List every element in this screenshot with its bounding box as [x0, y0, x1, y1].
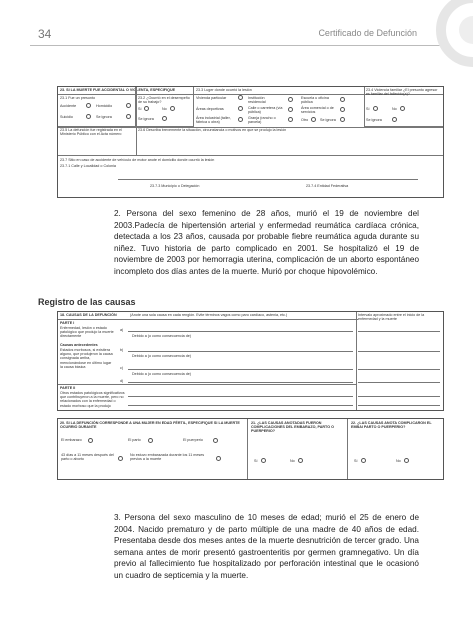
opt-homicidio: Homicidio	[96, 104, 113, 108]
radio-no-4[interactable]	[400, 106, 405, 111]
radio-embarazo[interactable]	[88, 438, 93, 443]
radio-calle[interactable]	[288, 107, 293, 112]
radio-escuela[interactable]	[340, 97, 345, 102]
line-a[interactable]	[128, 331, 353, 332]
line-b[interactable]	[128, 351, 353, 352]
row-a: a)	[120, 328, 124, 332]
radio-vivienda[interactable]	[238, 95, 243, 100]
opt-accidente: Accidente	[60, 104, 77, 108]
opt-no-embarazada: No estuvo embarazada durante los 11 meses previos a la muerte	[130, 453, 205, 462]
corner-decoration	[427, 0, 473, 80]
debido-a-3: Debido a (o como consecuencia de)	[132, 372, 192, 376]
q22: 22. ¿LAS CAUSAS ANOTA COMPLICARON EL EMBAI PARTO O PUERPERIO?	[351, 421, 432, 430]
radio-accidente[interactable]	[86, 103, 91, 108]
radio-parto[interactable]	[148, 438, 153, 443]
radio-se-ignora-2[interactable]	[162, 116, 167, 121]
opt-no-4: No	[392, 107, 397, 111]
q23-3: 23.3 Luger donde ocurrió la lesión	[196, 88, 252, 92]
q22-si: Sí	[354, 459, 358, 463]
lugar-calle: Calle o carretera (vía pública)	[248, 106, 283, 115]
radio-suicidio[interactable]	[86, 114, 91, 119]
radio-43-dias[interactable]	[118, 456, 123, 461]
radio-areas[interactable]	[238, 106, 243, 111]
case-3-text: 3. Persona del sexo masculino de 10 meses de edad; murió el 25 de enero de 2004. Nacido prematuro y de parto múltiple de una madre de 40 años de edad. Presentaba desde dos meses antes de la muerte desnutrición de tercer grado. Una semana antes de morir presentó gastroenteritis por germen gramnegativo. Un día previo al fallecimiento fue hospitalizado por perforación intestinal que le ocasionó un cuadro de septicemia y la muerte.	[114, 513, 419, 580]
radio-industrial[interactable]	[238, 117, 243, 122]
radio-no[interactable]	[170, 106, 175, 111]
lugar-se-ignora: Se ignora	[320, 118, 336, 122]
lugar-escuela: Escuela u oficina pública	[301, 96, 329, 105]
lugar-vivienda: Vivienda particular	[196, 96, 227, 100]
q23-7-3: 23.7.3 Municipio o Delegación	[150, 184, 200, 188]
radio-q21-no[interactable]	[298, 458, 303, 463]
row-c: c)	[120, 366, 124, 370]
causas-antecedentes: Causas antecedentes	[60, 343, 98, 347]
radio-si[interactable]	[144, 106, 149, 111]
parte-1: PARTE I	[60, 321, 75, 325]
case-2-text: 2. Persona del sexo femenino de 28 años, murió el 19 de noviembre del 2003.Padecía de hipertensión arterial y enfermedad reumática cardíaca crónica, detectada a los 23 años, causada por probable fiebre reumática aguda durante su niñez. Tuvo historia de parto complicado en 2001. Se hospitalizó el 19 de noviembre de 2003 por hemorragia uterina, complicación de un aborto espontáneo incompleto dos días antes de la muerte. Murió por choque hipovolémico.	[114, 209, 419, 276]
row-b: b)	[120, 348, 124, 352]
parte-2: PARTE II	[60, 386, 76, 390]
radio-q21-si[interactable]	[261, 458, 266, 463]
radio-no-embarazada[interactable]	[216, 456, 221, 461]
radio-si-4[interactable]	[373, 106, 378, 111]
q21-no: No	[290, 459, 295, 463]
opt-se-ignora-2: Se ignora	[138, 117, 154, 121]
opt-embarazo: El embarazo	[61, 438, 82, 442]
lugar-institucion: Institución residencial	[248, 96, 266, 105]
interval-label: Intervalo aproximado entre el inicio de la enfermedad y la muerte	[358, 313, 425, 322]
radio-lugar-se-ignora[interactable]	[340, 117, 345, 122]
parte-2-desc: Otros estados patológicos significativos que contribuyeron a la muerte, pero no relacionados con la enfermedad o estado morboso que la produjo	[60, 391, 125, 408]
opt-parto: El parto	[128, 438, 141, 442]
header-rule	[30, 45, 443, 46]
parte-1-desc: Enfermedad, lesión o estado patológico que produjo la muerte directamente	[60, 326, 114, 339]
lugar-comercial: Área comercial o de servicios	[301, 106, 334, 115]
q22-no: No	[396, 459, 401, 463]
opt-si-4: Sí	[366, 107, 370, 111]
radio-q22-si[interactable]	[361, 458, 366, 463]
opt-puerperio: El puerperio	[183, 438, 203, 442]
radio-puerperio[interactable]	[213, 438, 218, 443]
line-c[interactable]	[128, 369, 353, 370]
line-parte-2b[interactable]	[128, 405, 353, 406]
radio-granja[interactable]	[288, 117, 293, 122]
form-accident-section	[57, 86, 444, 198]
running-title: Certificado de Defunción	[318, 28, 417, 38]
q23-7-4: 23.7.4 Entidad Federativa	[306, 184, 349, 188]
row-d: d)	[120, 379, 124, 383]
form-maternal-section	[57, 418, 444, 480]
radio-q22-no[interactable]	[404, 458, 409, 463]
col23-title: 23. SI LA MUERTE FUE ACCIDENTAL O VIOLENTA, ESPECIFIQUE	[60, 88, 176, 92]
opt-43-dias: 43 días a 11 meses después del parto o aborto	[61, 453, 114, 462]
q23-7: 23.7 Sitio en caso de accidente de vehículo de motor anote el domicilio donde ocurrió la lesión	[60, 158, 215, 162]
q23-1: 23.1 Fue un presunto	[60, 96, 96, 100]
q21: 21. ¿LAS CAUSAS ANOTADAS FUERON COMPLICACIONES DEL EMBARAZO, PARTO O PUERPERIO?	[251, 421, 334, 434]
q23-5: 23.5 La defunción fue registrada en el Ministerio Público con el Acta número	[60, 128, 122, 137]
opt-suicidio: Suicidio	[60, 115, 73, 119]
q21-si: Sí	[254, 459, 258, 463]
section-title: Registro de las causas	[38, 297, 136, 307]
q23-7-1: 23.7.1 Calle y Localidad o Colonia	[60, 164, 116, 168]
radio-institucion[interactable]	[288, 97, 293, 102]
causes-title: 18. CAUSAS DE LA DEFUNCIÓN	[60, 313, 117, 317]
causas-desc: Estados morbosos, si existiera alguno, que produjeron la causa consignada arriba, mencionándose en último lugar la causa básica	[60, 348, 113, 369]
debido-a-1: Debido a (o como consecuencia de)	[132, 334, 192, 338]
opt-se-ignora-4: Se ignora	[366, 118, 382, 122]
form-causes-section	[57, 311, 444, 411]
page-number: 34	[38, 27, 52, 41]
q23-4: 23.4 Violencia familiar ¿El presunto agresor es familiar del fallecido(a)?	[366, 88, 438, 97]
q23-6: 23.6 Describa brevemente la situación, circunstancia o motivos en que se produjo la lesión	[138, 128, 287, 132]
opt-se-ignora: Se ignora	[96, 115, 112, 119]
lugar-areas: Áreas deportivas	[196, 107, 224, 111]
line-parte-2a[interactable]	[128, 396, 353, 397]
opt-si: Sí	[138, 107, 142, 111]
q23-2: 23.2 ¿Ocurrió en el desempeño de su trabajo?	[138, 96, 190, 105]
debido-a-2: Debido a (o como consecuencia de)	[132, 354, 192, 358]
q20: 20. SI LA DEFUNCIÓN CORRESPONDE A UNA MUJER EN EDAD FÉRTIL, ESPECIFIQUE SI LA MUERTE OCURRIÓ DURANTE	[60, 421, 240, 430]
radio-se-ignora-4[interactable]	[392, 117, 397, 122]
radio-se-ignora[interactable]	[126, 114, 131, 119]
lugar-granja: Granja (rancho o parcela)	[248, 116, 276, 125]
radio-homicidio[interactable]	[126, 103, 131, 108]
line-d[interactable]	[128, 382, 353, 383]
lugar-industrial: Área industrial (taller, fábrica u obra)	[196, 116, 231, 125]
causes-instruction: (Anote una sola causa en cada renglón. Evite términos vagos como paro cardíaco, astenia, etc.)	[130, 313, 288, 317]
opt-no: No	[162, 107, 167, 111]
radio-comercial[interactable]	[340, 107, 345, 112]
radio-otro[interactable]	[311, 117, 316, 122]
lugar-otro: Otro	[301, 118, 309, 122]
